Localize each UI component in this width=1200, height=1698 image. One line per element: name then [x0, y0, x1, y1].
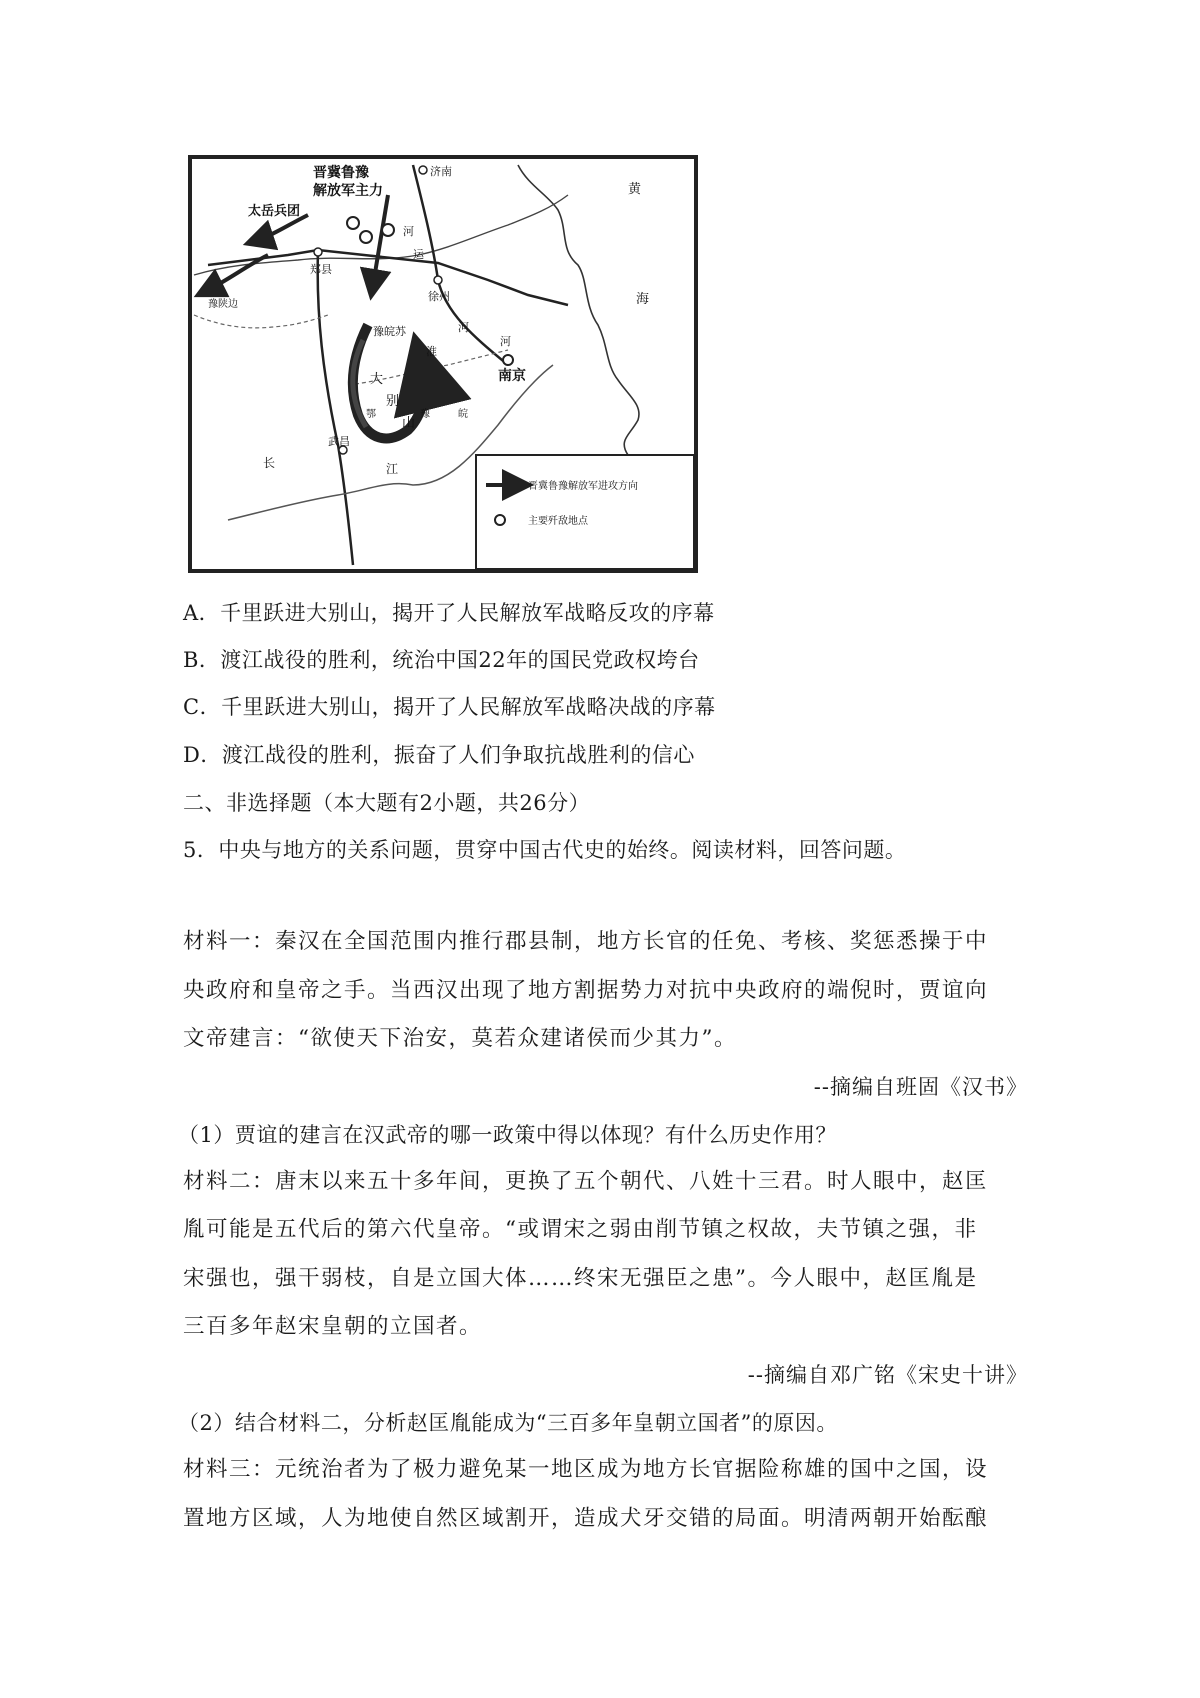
legend-arrow-label: 晋冀鲁豫解放军进攻方向: [528, 481, 638, 492]
option-b: B．渡江战役的胜利，统治中国22年的国民党政权垮台: [183, 648, 700, 672]
question-2: （2）结合材料二，分析赵匡胤能成为“三百多年皇朝立国者”的原因。: [178, 1411, 838, 1435]
label-yu: 豫: [420, 409, 430, 420]
city-jinan: [419, 166, 427, 174]
label-taiyue: 太岳兵团: [248, 204, 301, 219]
source1: --摘编自班固《汉书》: [813, 1075, 1028, 1099]
material1-line: 文帝建言：“欲使天下治安，莫若众建诸侯而少其力”。: [183, 1026, 737, 1051]
material2-line: 宋强也，强干弱枝，自是立国大体……终宋无强臣之患”。今人眼中，赵匡胤是: [183, 1266, 978, 1291]
option-c: C．千里跃进大别山，揭开了人民解放军战略决战的序幕: [183, 695, 716, 719]
label-yun: 运: [413, 248, 424, 261]
city-zhengxian: [314, 248, 322, 256]
label-e: 鄂: [366, 409, 376, 420]
campaign-map: [188, 155, 698, 573]
label-huai: 淮: [426, 345, 437, 358]
label-nanjing: 南京: [498, 368, 526, 384]
label-hai: 海: [636, 292, 650, 307]
option-d: D．渡江战役的胜利，振奋了人们争取抗战胜利的信心: [183, 743, 695, 767]
question-1: （1）贾谊的建言在汉武帝的哪一政策中得以体现？有什么历史作用？: [178, 1123, 837, 1147]
battle-marker: [347, 217, 359, 229]
section-heading: 二、非选择题（本大题有2小题，共26分）: [183, 791, 591, 815]
label-chang: 长: [263, 456, 276, 470]
option-a: A．千里跃进大别山，揭开了人民解放军战略反攻的序幕: [183, 601, 715, 625]
label-da: 大: [370, 372, 384, 387]
material2-line: 胤可能是五代后的第六代皇帝。“或谓宋之弱由削节镇之权故，夫节镇之强，非: [183, 1217, 978, 1242]
map-legend: [476, 455, 694, 569]
material3-line: 材料三：元统治者为了极力避免某一地区成为地方长官据险称雄的国中之国，设: [183, 1457, 989, 1482]
material1-line: 央政府和皇帝之手。当西汉出现了地方割据势力对抗中央政府的端倪时，贾谊向: [183, 978, 989, 1003]
label-he2: 河: [458, 321, 469, 334]
battle-marker: [382, 224, 394, 236]
legend-battle-label: 主要歼敌地点: [528, 516, 588, 527]
label-jiang: 江: [386, 462, 399, 476]
material1-line: 材料一：秦汉在全国范围内推行郡县制，地方长官的任免、考核、奖惩悉操于中: [183, 929, 989, 954]
label-huang: 黄: [628, 182, 642, 197]
label-jinan: 济南: [430, 165, 452, 178]
city-xuzhou: [434, 276, 442, 284]
battle-marker: [360, 231, 372, 243]
label-zhengxian: 郑县: [310, 263, 332, 276]
city-nanjing: [503, 355, 513, 365]
material2-line: 三百多年赵宋皇朝的立国者。: [183, 1314, 483, 1339]
label-yuwansu: 豫皖苏: [373, 325, 406, 338]
source2: --摘编自邓广铭《宋史十讲》: [747, 1363, 1028, 1387]
material2-line: 材料二：唐末以来五十多年间，更换了五个朝代、八姓十三君。时人眼中，赵匡: [183, 1169, 989, 1194]
label-xuzhou: 徐州: [428, 290, 450, 303]
material3-line: 置地方区域，人为地使自然区域割开，造成犬牙交错的局面。明清两朝开始酝酿: [183, 1506, 989, 1531]
label-force2: 解放军主力: [313, 183, 383, 199]
label-he3: 河: [500, 335, 511, 348]
label-force: 晋冀鲁豫: [313, 165, 369, 181]
label-shan: 山: [402, 416, 416, 431]
label-yushan: 豫陕边: [208, 299, 238, 310]
legend-battle-icon: [495, 515, 505, 525]
label-he1: 河: [403, 225, 414, 238]
label-bie: 别: [386, 394, 400, 409]
label-wuchang: 武昌: [328, 435, 350, 448]
label-wan: 皖: [458, 409, 468, 420]
question-5-intro: 5．中央与地方的关系问题，贯穿中国古代史的始终。阅读材料，回答问题。: [183, 838, 907, 862]
